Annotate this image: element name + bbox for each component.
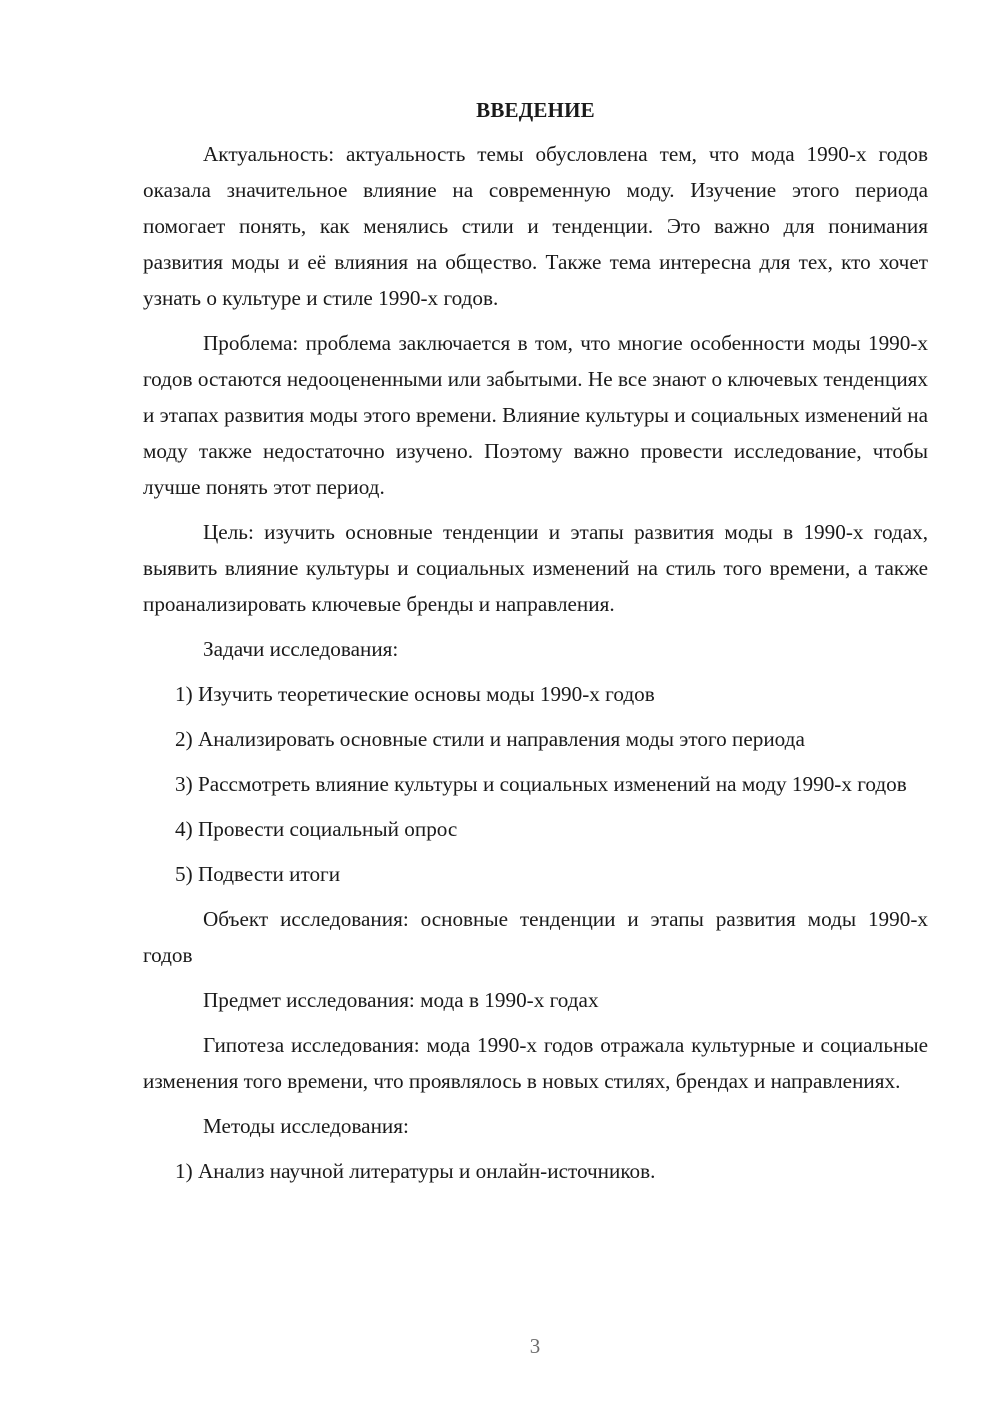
task-item: 4) Провести социальный опрос — [175, 817, 458, 841]
task-item: 3) Рассмотреть влияние культуры и социальных изменений на моду 1990-х годов — [175, 772, 907, 796]
subject-paragraph: Предмет исследования: мода в 1990-х годах — [203, 988, 599, 1012]
section-title: ВВЕДЕНИЕ — [476, 98, 595, 122]
relevance-paragraph: Актуальность: актуальность темы обусловлена тем, что мода 1990-х годов оказала значительное влияние на современную моду. Изучение этого периода помогает понять, как менялись стили и тенденции. Это важно для понимания развития моды и её влияния на общество. Также тема интересна для тех, кто хочет узнать о культуре и стиле 1990-х годов. — [143, 142, 928, 310]
goal-paragraph: Цель: изучить основные тенденции и этапы развития моды в 1990-х годах, выявить влияние культуры и социальных изменений на стиль того времени, а также проанализировать ключевые бренды и направления. — [143, 520, 928, 616]
method-item: 1) Анализ научной литературы и онлайн-источников. — [175, 1159, 656, 1183]
tasks-heading: Задачи исследования: — [203, 637, 399, 661]
task-item: 1) Изучить теоретические основы моды 1990-х годов — [175, 682, 655, 706]
task-item: 2) Анализировать основные стили и направления моды этого периода — [175, 727, 805, 751]
document-page — [143, 92, 928, 1198]
problem-paragraph: Проблема: проблема заключается в том, что многие особенности моды 1990-х годов остаются недооцененными или забытыми. Не все знают о ключевых тенденциях и этапах развития моды этого времени. Влияние культуры и социальных изменений на моду также недостаточно изучено. Поэтому важно провести исследование, чтобы лучше понять этот период. — [143, 331, 928, 499]
object-paragraph: Объект исследования: основные тенденции и этапы развития моды 1990-х годов — [143, 907, 928, 967]
task-item: 5) Подвести итоги — [175, 862, 341, 886]
page-number: 3 — [529, 1334, 541, 1358]
methods-heading: Методы исследования: — [203, 1114, 409, 1138]
hypothesis-paragraph: Гипотеза исследования: мода 1990-х годов отражала культурные и социальные изменения того времени, что проявлялось в новых стилях, брендах и направлениях. — [143, 1033, 928, 1093]
